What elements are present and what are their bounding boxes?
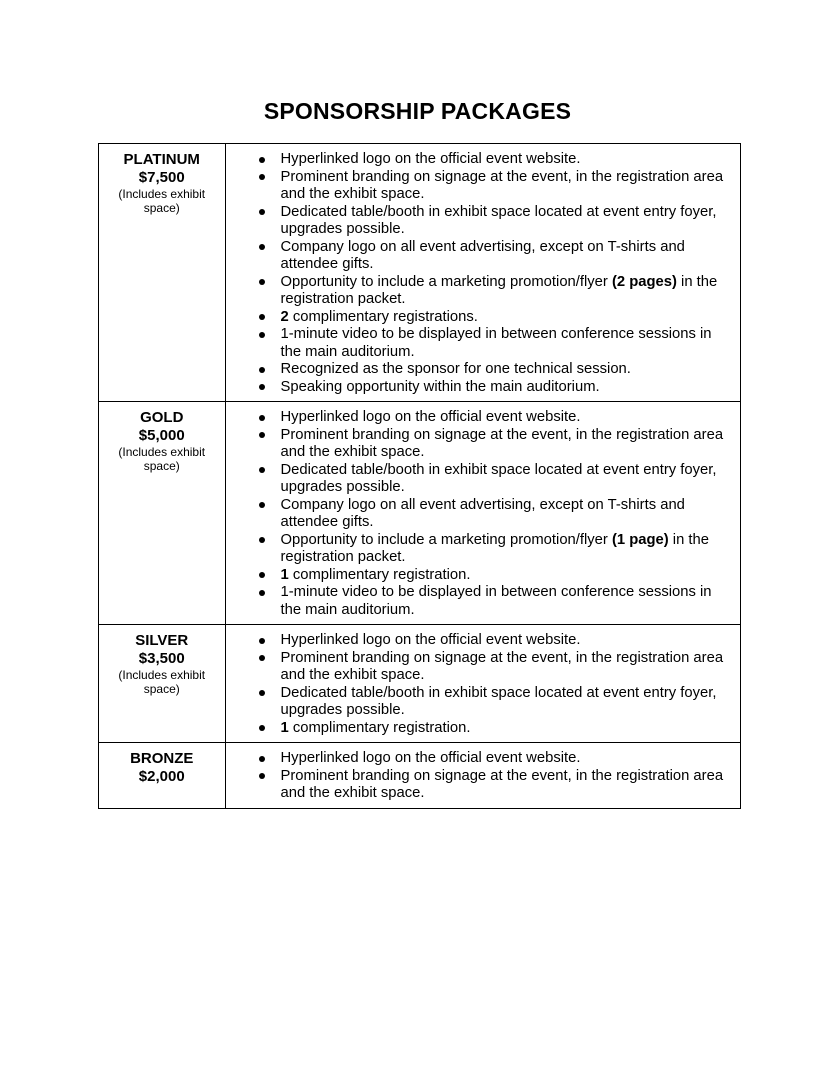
package-row: [99, 624, 740, 742]
benefit-text: 1-minute video to be displayed in between conference sessions in the main auditorium.: [280, 584, 712, 618]
package-name: GOLD: [140, 409, 184, 426]
benefit-text: Hyperlinked logo on the official event website.: [280, 151, 581, 167]
benefit-item: [281, 239, 733, 274]
benefit-item: [281, 750, 733, 768]
benefit-text: Prominent branding on signage at the event, in the registration area and the exhibit space.: [280, 426, 724, 460]
benefit-item: [281, 274, 733, 309]
benefit-text: Hyperlinked logo on the official event website.: [280, 632, 581, 648]
benefit-item: [281, 632, 733, 650]
benefit-text: Opportunity to include a marketing promotion/flyer: [280, 273, 612, 290]
benefit-item: [281, 361, 733, 379]
package-price: $5,000: [138, 426, 185, 444]
package-note: (Includes exhibit space): [118, 668, 206, 696]
package-name: BRONZE: [130, 750, 194, 767]
package-benefits-cell: [226, 402, 741, 624]
benefit-item: [281, 326, 733, 361]
benefit-text-bold: (1 page): [611, 531, 669, 548]
page-title: SPONSORSHIP PACKAGES: [263, 98, 572, 124]
benefit-text: Prominent branding on signage at the event, in the registration area and the exhibit space.: [280, 767, 724, 801]
sponsorship-packages-table: [98, 143, 741, 809]
benefit-item: [281, 151, 733, 169]
benefit-text: Dedicated table/booth in exhibit space located at event entry foyer, upgrades possible.: [280, 684, 717, 718]
benefit-item: [281, 204, 733, 239]
benefit-item: [281, 532, 733, 567]
benefit-text: Company logo on all event advertising, except on T-shirts and attendee gifts.: [280, 238, 685, 272]
benefit-item: [281, 584, 733, 619]
benefit-text: Opportunity to include a marketing promotion/flyer: [280, 531, 612, 548]
package-label-cell: [99, 144, 226, 401]
package-price: $2,000: [138, 767, 185, 785]
benefit-text: Dedicated table/booth in exhibit space located at event entry foyer, upgrades possible.: [280, 203, 717, 237]
package-note: (Includes exhibit space): [118, 187, 206, 215]
package-note: (Includes exhibit space): [118, 445, 206, 473]
benefit-text: Dedicated table/booth in exhibit space located at event entry foyer, upgrades possible.: [280, 461, 717, 495]
benefit-text-bold: 1: [280, 566, 289, 583]
benefit-text: complimentary registrations.: [288, 308, 478, 325]
benefit-text: Speaking opportunity within the main auditorium.: [280, 378, 600, 395]
package-row: [99, 401, 740, 624]
package-row: [99, 144, 740, 401]
benefit-text: complimentary registration.: [288, 566, 471, 583]
benefit-list: [226, 409, 733, 619]
benefit-item: [281, 379, 733, 397]
benefit-item: [281, 720, 733, 738]
benefit-list: [226, 750, 733, 803]
benefit-text: Recognized as the sponsor for one technical session.: [280, 361, 631, 377]
package-label-cell: [99, 743, 226, 808]
package-benefits-cell: [226, 625, 741, 742]
package-row: [99, 742, 740, 808]
package-benefits-cell: [226, 144, 741, 401]
benefit-text-bold: (2 pages): [611, 273, 677, 290]
package-label-cell: [99, 625, 226, 742]
package-benefits-cell: [226, 743, 741, 808]
benefit-list: [226, 632, 733, 737]
benefit-text-bold: 2: [280, 308, 289, 325]
benefit-item: [281, 169, 733, 204]
benefit-text: Hyperlinked logo on the official event website.: [280, 750, 581, 766]
benefit-item: [281, 768, 733, 803]
benefit-text: 1-minute video to be displayed in between conference sessions in the main auditorium.: [280, 326, 712, 360]
benefit-item: [281, 497, 733, 532]
package-price: $7,500: [138, 168, 185, 186]
benefit-item: [281, 650, 733, 685]
package-price: $3,500: [138, 649, 185, 667]
package-name: SILVER: [135, 632, 189, 649]
benefit-text: Prominent branding on signage at the event, in the registration area and the exhibit space.: [280, 649, 724, 683]
benefit-item: [281, 409, 733, 427]
benefit-item: [281, 685, 733, 720]
benefit-text: Hyperlinked logo on the official event website.: [280, 409, 581, 425]
benefit-list: [226, 151, 733, 396]
benefit-text-bold: 1: [280, 719, 289, 736]
benefit-text: Company logo on all event advertising, except on T-shirts and attendee gifts.: [280, 496, 685, 530]
benefit-item: [281, 567, 733, 585]
package-label-cell: [99, 402, 226, 624]
benefit-item: [281, 309, 733, 327]
benefit-text: in the registration packet.: [280, 531, 709, 565]
benefit-text: complimentary registration.: [288, 719, 471, 736]
benefit-item: [281, 427, 733, 462]
benefit-item: [281, 462, 733, 497]
benefit-text: Prominent branding on signage at the event, in the registration area and the exhibit space.: [280, 168, 724, 202]
package-name: PLATINUM: [123, 151, 200, 168]
benefit-text: in the registration packet.: [280, 273, 718, 307]
